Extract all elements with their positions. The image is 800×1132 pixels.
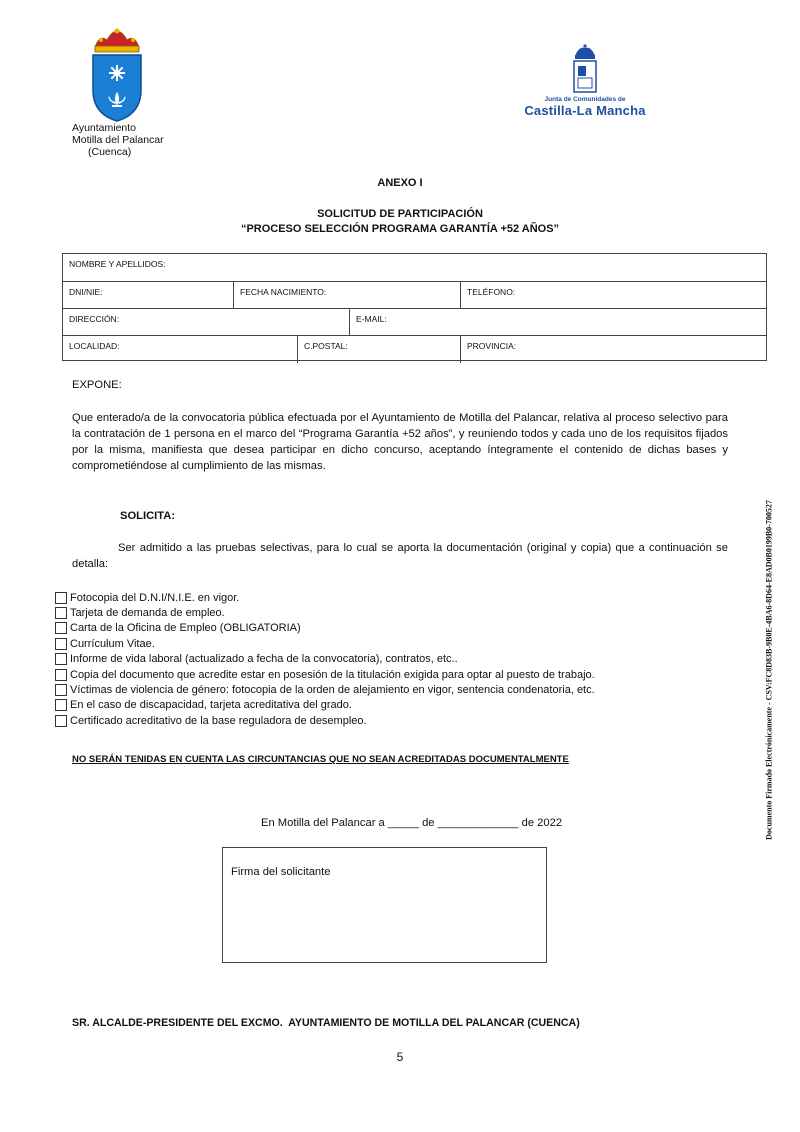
birthdate-field[interactable]: FECHA NACIMIENTO:	[233, 282, 460, 309]
postal-code-field[interactable]: C.POSTAL:	[297, 336, 460, 363]
province-field[interactable]: PROVINCIA:	[460, 336, 766, 363]
addressee-text: SR. ALCALDE-PRESIDENTE DEL EXCMO. AYUNTAMIENTO DE MOTILLA DEL PALANCAR (CUENCA)	[72, 1017, 580, 1029]
signature-label: Firma del solicitante	[231, 866, 331, 878]
checkbox[interactable]	[55, 699, 67, 711]
form-row	[63, 335, 766, 362]
checklist-item	[55, 667, 755, 682]
checklist-item	[55, 698, 755, 713]
form-row	[63, 281, 766, 308]
checklist-item	[55, 605, 755, 620]
checkbox[interactable]	[55, 669, 67, 681]
electronic-signature-stamp	[759, 460, 779, 880]
coat-of-arms-icon	[89, 28, 145, 122]
checklist-item	[55, 621, 755, 636]
ayuntamiento-line1: Ayuntamiento	[72, 122, 137, 134]
checklist-label: Tarjeta de demanda de empleo.	[70, 607, 225, 620]
ayuntamiento-line2: Motilla del Palancar	[72, 134, 164, 146]
jccm-line-big: Castilla-La Mancha	[524, 103, 646, 118]
checklist-item	[55, 713, 755, 728]
checklist-label: Carta de la Oficina de Empleo (OBLIGATORIA)	[70, 622, 301, 635]
jccm-logo	[520, 44, 650, 118]
email-field[interactable]: E-MAIL:	[349, 309, 766, 336]
expone-text: Que enterado/a de la convocatoria pública efectuada por el Ayuntamiento de Motilla del Palancar, relativa al proceso selectivo para la contratación de 1 persona en el marco del “Programa Garantía +52 años”, y reuniendo todos y cada uno de los requisitos fijados por la misma, manifiesta que desea participar en dicho concurso, aceptando íntegramente el contenido de dichas bases y comprometiéndose al cumplimiento de las mismas.	[72, 412, 728, 472]
checklist-item	[55, 636, 755, 651]
checkbox[interactable]	[55, 653, 67, 665]
document-checklist	[55, 590, 755, 729]
checklist-label: Currículum Vitae.	[70, 637, 155, 650]
solicita-heading: SOLICITA:	[120, 510, 176, 522]
checklist-label: En el caso de discapacidad, tarjeta acreditativa del grado.	[70, 699, 352, 712]
locality-field[interactable]: LOCALIDAD:	[69, 341, 120, 351]
applicant-form	[62, 253, 767, 361]
expone-heading: EXPONE:	[72, 379, 122, 391]
jccm-line-small: Junta de Comunidades de	[544, 96, 626, 103]
checklist-label: Certificado acreditativo de la base reguladora de desempleo.	[70, 714, 367, 727]
page-number: 5	[396, 1050, 404, 1064]
signature-box[interactable]	[222, 847, 547, 963]
checkbox[interactable]	[55, 715, 67, 727]
checklist-label: Fotocopia del D.N.I/N.I.E. en vigor.	[70, 591, 240, 604]
notice-text: NO SERÁN TENIDAS EN CUENTA LAS CIRCUNTANCIAS QUE NO SEAN ACREDITADAS DOCUMENTALMENTE	[72, 754, 569, 765]
checkbox[interactable]	[55, 607, 67, 619]
form-row	[63, 308, 766, 335]
dni-field[interactable]: DNI/NIE:	[69, 287, 103, 297]
solicita-text: Ser admitido a las pruebas selectivas, para lo cual se aporta la documentación (original y copia) que a continuación se detalla:	[72, 542, 728, 570]
annex-title: ANEXO I	[377, 177, 423, 189]
checklist-item	[55, 682, 755, 697]
document-subtitle: “PROCESO SELECCIÓN PROGRAMA GARANTÍA +52 AÑOS”	[240, 223, 560, 235]
place-date-line: En Motilla del Palancar a _____ de _____________ de 2022	[261, 817, 563, 829]
stamp-text: Documento Firmado Electrónicamente - CSV:FC8D83B-9B0E-4BA6-8D64-E8AD0B0199B0-700527	[764, 500, 774, 840]
checkbox[interactable]	[55, 684, 67, 696]
document-title: SOLICITUD DE PARTICIPACIÓN	[317, 208, 483, 220]
castle-crown-icon	[569, 44, 601, 94]
checklist-item	[55, 590, 755, 605]
checkbox[interactable]	[55, 622, 67, 634]
checklist-label: Informe de vida laboral (actualizado a fecha de la convocatoria), contratos, etc..	[70, 653, 458, 666]
name-field[interactable]: NOMBRE Y APELLIDOS:	[69, 259, 166, 269]
form-row	[63, 254, 766, 281]
ayuntamiento-line3: (Cuenca)	[88, 146, 132, 158]
checkbox[interactable]	[55, 638, 67, 650]
checklist-label: Copia del documento que acredite estar en posesión de la titulación exigida para optar al puesto de trabajo.	[70, 668, 595, 681]
ayuntamiento-logo	[62, 28, 172, 158]
address-field[interactable]: DIRECCIÓN:	[69, 314, 120, 324]
phone-field[interactable]: TELÉFONO:	[460, 282, 766, 309]
checklist-item	[55, 652, 755, 667]
checkbox[interactable]	[55, 592, 67, 604]
checklist-label: Víctimas de violencia de género: fotocopia de la orden de alejamiento en vigor, sentencia condenatoria, etc.	[70, 684, 595, 697]
